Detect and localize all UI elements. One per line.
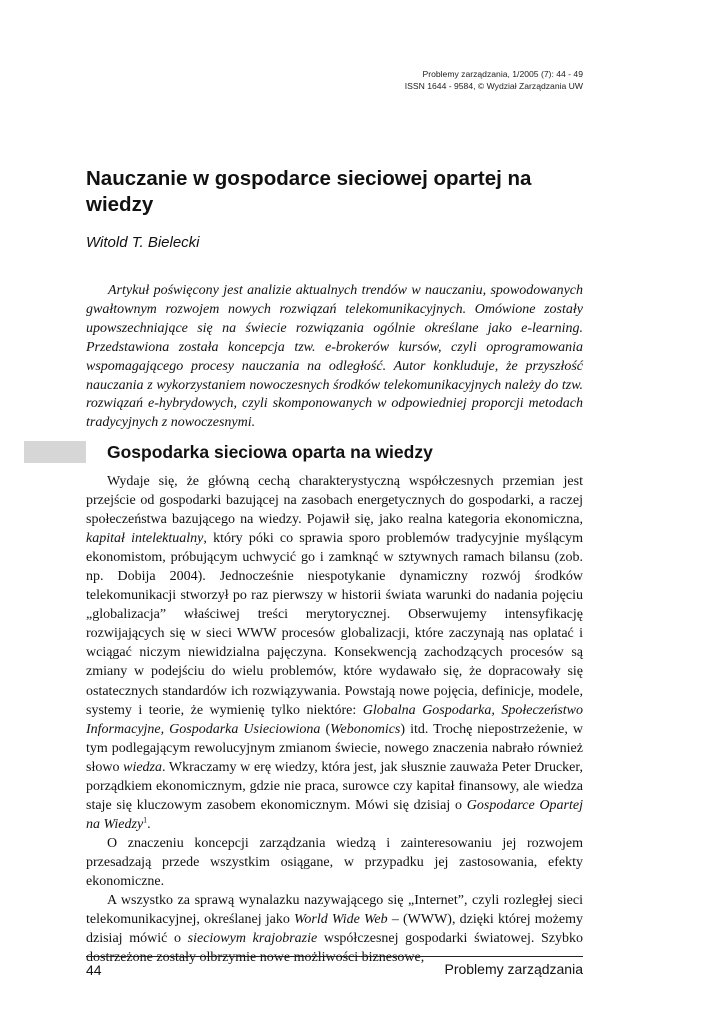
text-run: ( [320,721,331,737]
article-author: Witold T. Bielecki [86,234,200,251]
text-run: A wszystko za sprawą wynalazku nazywającego się „Internet”, czyli rozległej sieci telekomunikacyjnej, określanej jako [86,893,583,928]
text-run: ) itd. Trochę niepostrzeżenie, w tym podlegającym rewolucyjnym zmianom świecie, nowego znaczenia nabrało również słowo [86,721,584,775]
emphasis-term: wiedza [123,759,162,775]
section-marker-bar [24,441,86,463]
journal-citation [405,68,583,92]
text-run: – (WWW), dzięki której możemy dzisiaj mówić o [86,912,583,947]
body-text [86,472,583,967]
text-run: , który póki co sprawia sporo problemów tradycyjnie myślącym ekonomistom, próbującym uchwycić go i zamknąć w sztywnych ramach bilansu (zob. np. Dobija 2004). Jednocześnie niespotykanie dynamiczny rozwój środków telekomunikacji stworzył po raz pierwszy w historii świata warunki do nadania pojęciu „globalizacja” właściwej treści merytorycznej. Obserwujemy intensyfikację rozwijających się w sieci WWW procesów globalizacji, które zaczynają nas oplatać i wciągać niczym niewidzialna pajęczyna. Konsekwencją zachodzących procesów są zmiany w podejściu do wielu problemów, które wydawało się, że dopracowały się ostatecznych standardów ich rozwiązywania. Powstają nowe pojęcia, definicje, modele, systemy i teorie, że wymienię tylko niektóre: [86,531,584,718]
text-run: współczesnej gospodarki światowej. Szybko dostrzeżone zostały olbrzymie nowe możliwości biznesowe, [86,931,583,966]
body-paragraph-2: O znaczeniu koncepcji zarządzania wiedzą i zainteresowaniu jej rozwojem przesadzają przede wszystkim osiągane, w przypadku jej zastosowania, efekty ekonomiczne. [86,835,583,889]
emphasis-term: Webonomics [330,721,401,737]
footer-journal-name: Problemy zarządzania [444,961,583,977]
emphasis-term: kapitał intelektualny [86,531,204,547]
page-number: 44 [86,962,102,978]
emphasis-term: World Wide Web [294,912,388,928]
body-paragraph-1 [86,472,583,834]
section-heading: Gospodarka sieciowa oparta na wiedzy [107,442,433,462]
text-run: . [147,816,151,832]
emphasis-term: Globalna Gospodarka, Społeczeństwo Informacyjne, Gospodarka Usieciowiona [86,702,583,737]
article-abstract: Artykuł poświęcony jest analizie aktualnych trendów w nauczaniu, spowodowanych gwałtownym rozwojem nowych rozwiązań telekomunikacyjnych. Omówione zostały upowszechniające się na świecie rozwiązania ogólnie określane jako e-learning. Przedstawiona została koncepcja tzw. e-brokerów kursów, czyli oprogramowania wspomagającego procesy nauczania na odległość. Autor konkluduje, że przyszłość nauczania z wykorzystaniem nowoczesnych środków telekomunikacyjnych należy do tzw. rozwiązań e-hybrydowych, czyli skomponowanych w odpowiedniej proporcji metodach tradycyjnych z nowoczesnymi. [86,283,583,431]
footnote-marker[interactable]: 1 [143,815,148,825]
journal-citation-line-2: ISSN 1644 - 9584, © Wydział Zarządzania UW [404,81,583,91]
text-run: Wydaje się, że główną cechą charakterystyczną współczesnych przemian jest przejście od gospodarki bazującej na zasobach energetycznych do gospodarki, a raczej społeczeństwa bazującego na wiedzy. Pojawił się, jako realna kategoria ekonomiczna, [86,474,583,528]
article-title: Nauczanie w gospodarce sieciowej opartej na wiedzy [86,167,532,216]
footer-rule [86,956,583,957]
journal-citation-line-1: Problemy zarządzania, 1/2005 (7): 44 - 49 [422,69,583,79]
text-run: . Wkraczamy w erę wiedzy, która jest, jak słusznie zauważa Peter Drucker, porządkiem ekonomicznym, gdzie nie praca, surowce czy kapitał finansowy, ale wiedza staje się kluczowym zasobem ekonomicznym. Mówi się dzisiaj o [86,759,583,813]
emphasis-term: Gospodarce Opartej na Wiedzy [86,797,583,832]
emphasis-term: sieciowym krajobrazie [187,931,318,947]
